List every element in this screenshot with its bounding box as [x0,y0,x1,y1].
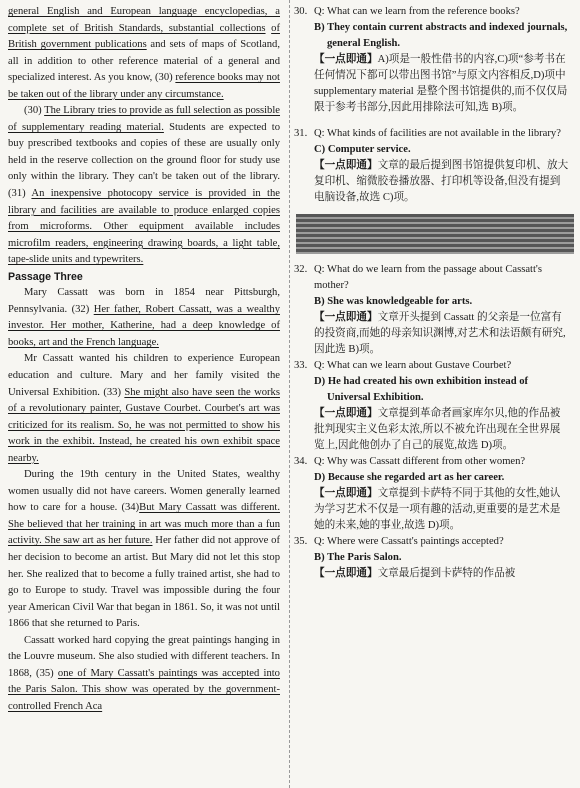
answer-text: Computer service. [327,144,411,155]
obscured-text-block [296,214,574,254]
question-34 [294,454,570,534]
text-run: Mr Cassatt wanted his children to experience European education and culture. Mary and her family visited the Universal Exhibition. (33) [8,353,280,398]
underlined-text: general English and European language encyclopedias, a [8,6,280,17]
explanation-text: A)项是一般性借书的内容,C)项“参考书在任何情况下都可以带出图书馆”与原文内容相反,D)项中 supplementary material 是整个图书馆提供的,而不仅仅局限于参考书部分,因此用排除法可知,选 B)项。 [314,54,568,113]
question-number: 32. [294,264,308,275]
transcript-paragraph-1 [8,4,280,103]
explanation-tag: 【一点即通】 [314,312,378,323]
left-column [8,4,280,715]
question-30 [294,4,570,116]
text-run: and sets of maps of Scotland, all in addition to other reference material of a general and specialized interest. As you know, (30) [8,39,281,84]
question-text: Q: What can we learn about Gustave Courbet? [314,360,512,371]
explanation-tag: 【一点即通】 [314,568,378,579]
question-number: 31. [294,128,308,139]
answer-letter: C) [314,144,326,155]
explanation-text: 文章提到卡萨特不同于其他的女性,她认为学习艺术不仅是一项有趣的活动,更重要的是艺术是她的未来,她的事业,故选 D)项。 [314,488,561,531]
question-number: 30. [294,6,308,17]
underlined-text: She might also have seen the works of a revolutionary painter, Gustave Courbet. Courbet's art was criticized for its realism. So, he was not permitted to show his work in the exhibit. Instead, he created his own exhibit space nearby. [8,386,280,464]
underlined-text: of British government publications [8,22,280,51]
explanation-tag: 【一点即通】 [314,54,378,65]
explanation-text: 文章最后提到卡萨特的作品被 [377,568,516,579]
text-run: During the 19th century in the United States, wealthy women usually did not have careers. Women generally learned how to care for a house. (34) [8,469,280,514]
answer-letter: D) [314,472,326,483]
underlined-text: An inexpensive photocopy service is provided in the library and facilities are available to produce enlarged copies from microforms. Other equipment available includes microfilm readers, engineering drawing boards, a light table, tape-slide units and typewriters. [8,188,281,266]
explanation-tag: 【一点即通】 [314,488,378,499]
underlined-text: The Library tries to provide as full selection as possible of supplementary reading material. [8,105,281,133]
underlined-text: reference books may not be taken out of the library under any circumstance. [8,72,280,100]
underlined-text: complete set of British Standards, substantial collections [8,22,266,34]
question-number: 35. [294,536,308,547]
explanation-text: 文章提到革命者画家库尔贝,他的作品被批判现实主义色彩太浓,所以不被允许出现在全世界展览上,因此他创办了自己的展览,故选 D)项。 [314,408,561,451]
answer-text: He had created his own exhibition instead of Universal Exhibition. [327,376,529,403]
transcript-paragraph-2 [8,103,280,268]
answer-letter: D) [314,376,326,387]
question-text: Q: Where were Cassatt's paintings accepted? [314,536,504,547]
answer-letter: B) [314,22,325,33]
explanation-text: 文章的最后提到图书馆提供复印机、放大复印机、缩微胶卷播放器、打印机等设备,但没有提到电脑设备,故选 C)项。 [314,160,569,203]
question-text: Q: What can we learn from the reference books? [314,6,520,17]
passage-heading: Passage Three [8,270,83,283]
answer-text: She was knowledgeable for arts. [327,296,473,307]
question-number: 33. [294,360,308,371]
text-run: Mary Cassatt was born in 1854 near Pittsburgh, Pennsylvania. (32) [8,287,280,315]
text-run: Cassatt worked hard copying the great paintings hanging in the Louvre museum. She also studied with different teachers. In 1868, (35) [8,634,280,679]
answer-text: They contain current abstracts and indexed journals, general English. [327,22,568,49]
question-text: Q: What kinds of facilities are not available in the library? [314,128,561,139]
underlined-text: Her father, Robert Cassatt, was a wealthy investor. Her mother, Katherine, had a deep knowledge of books, art and the French language. [8,303,280,348]
text-run: (30) [24,105,45,117]
transcript-paragraph-6 [8,633,280,716]
text-run: Students are expected to buy prescribed textbooks and copies of these are usually only held in the reserve collection on the ground floor for study use only within the library. They can't be taken out of the library. (31) [8,121,280,200]
transcript-paragraph-5 [8,467,280,632]
answer-text: The Paris Salon. [327,552,402,563]
explanation-tag: 【一点即通】 [314,408,378,419]
explanation-text: 文章开头提到 Cassatt 的父亲是一位富有的投资商,而她的母亲知识渊博,对艺术和法语颇有研究,因此选 B)项。 [314,312,566,355]
text-run: Her father did not approve of her decision to become an artist. But Mary did not let this stop her. She realized that to become a fully trained artist, she had to go to Europe to study. Travel was impossible during the four year American Civil War that began in 1861. So, it was not until 1866 that she returned to Paris. [8,535,280,630]
question-text: Q: Why was Cassatt different from other women? [314,456,526,467]
underlined-text: one of Mary Cassatt's paintings was accepted into the Paris Salon. This show was operated by the government-controlled French Aca [8,667,280,712]
transcript-paragraph-4 [8,351,280,467]
underlined-text: But Mary Cassatt was different. She believed that her training in art was much more than a fun activity. She saw art as her future. [8,502,280,547]
question-31 [294,126,570,206]
transcript-paragraph-3 [8,285,280,351]
answer-text: Because she regarded art as her career. [327,472,505,483]
column-divider [289,0,291,788]
question-number: 34. [294,456,308,467]
question-text: Q: What do we learn from the passage about Cassatt's mother? [314,264,542,291]
answer-letter: B) [314,552,325,563]
question-33 [294,358,570,454]
explanation-tag: 【一点即通】 [314,160,378,171]
question-35 [294,534,570,582]
right-column [294,4,570,582]
answer-letter: B) [314,296,325,307]
question-32 [294,262,570,358]
